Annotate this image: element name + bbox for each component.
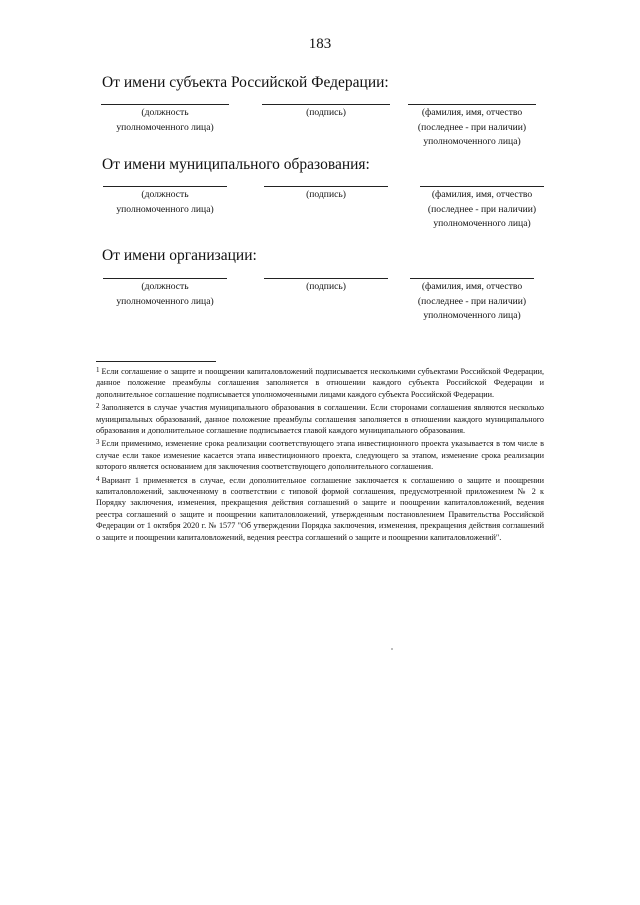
footnote-text: Вариант 1 применяется в случае, если дополнительное соглашение заключается к соглашению о защите и поощрении капиталовложений, заключенному в соответствии с типовой формой соглашения, предусмотренной приложением № 2 к Порядку заключения, изменения, прекращения действия соглашений о защите и поощрении капиталовложений, ведения реестра соглашений о защите и поощрении капиталовложений, утвержденным постановлением Правительства Российской Федерации от 1 октября 2020 г. № 1577 "Об утверждении Порядка заключения, изменения, прекращения действия соглашений о защите и поощрении капиталовложений, ведения реестра соглашений о защите и поощрении капиталовложений". (96, 475, 544, 542)
signature-row-municipality (0, 186, 640, 256)
name-column (402, 278, 542, 324)
signature-column (258, 278, 394, 295)
signature-line (262, 104, 390, 105)
signature-column (258, 104, 394, 121)
position-caption: (должность уполномоченного лица) (116, 107, 214, 133)
name-column (412, 186, 552, 232)
signature-caption: (подпись) (306, 189, 346, 200)
footnote-text: Заполняется в случае участия муниципального образования в соглашении. Если сторонами соглашения являются несколько муниципальных образований, данное положение преамбулы соглашения заполняется в отношении каждого муниципального образования и дополнительное соглашение подписывается главой каждого муниципального образования. (96, 403, 544, 436)
position-line (103, 278, 227, 279)
footnote-3 (96, 438, 544, 472)
name-column (402, 104, 542, 150)
page-number: 183 (308, 36, 332, 52)
block-title-municipality: От имени муниципального образования: (102, 156, 370, 173)
footnote-separator (96, 361, 216, 362)
signature-row-organization (0, 278, 640, 348)
footnote-1 (96, 366, 544, 400)
signature-line (264, 186, 388, 187)
position-line (101, 104, 229, 105)
footnote-2 (96, 402, 544, 436)
position-caption: (должность уполномоченного лица) (116, 281, 214, 307)
name-caption: (фамилия, имя, отчество (последнее - при наличии) уполномоченного лица) (417, 107, 527, 147)
signature-line (264, 278, 388, 279)
block-title-subject: От имени субъекта Российской Федерации: (102, 74, 389, 91)
block-title-organization: От имени организации: (102, 247, 257, 264)
footnote-text: Если соглашение о защите и поощрении капиталовложений подписывается несколькими субъектами Российской Федерации, данное положение преамбулы соглашения заполняется в отношении каждого субъекта Российской Федерации и дополнительное соглашение подписывается уполномоченными лицами каждого субъекта Российской Федерации. (96, 367, 544, 399)
scan-speck (391, 648, 393, 650)
position-column (96, 186, 234, 217)
position-caption: (должность уполномоченного лица) (116, 189, 214, 215)
position-column (96, 278, 234, 309)
name-line (420, 186, 544, 187)
name-line (408, 104, 536, 105)
name-caption: (фамилия, имя, отчество (последнее - при наличии) уполномоченного лица) (417, 281, 527, 321)
position-column (96, 104, 234, 135)
name-line (410, 278, 534, 279)
signature-caption: (подпись) (306, 281, 346, 292)
footnote-text: Если применимо, изменение срока реализации соответствующего этапа инвестиционного проекта указывается в том числе в случае если такое изменение касается этапа инвестиционного проекта, следующего за этапом, изменение срока реализации которого является основанием для заключения соответствующего дополнительного соглашения. (96, 439, 544, 472)
footnote-marker: 4 (96, 474, 100, 483)
name-caption: (фамилия, имя, отчество (последнее - при наличии) уполномоченного лица) (427, 189, 537, 229)
signature-caption: (подпись) (306, 107, 346, 118)
signature-column (258, 186, 394, 203)
footnote-4 (96, 475, 544, 543)
footnote-marker: 3 (96, 438, 100, 447)
footnote-marker: 1 (96, 366, 100, 374)
footnotes (96, 366, 544, 545)
footnote-marker: 2 (96, 402, 100, 411)
position-line (103, 186, 227, 187)
